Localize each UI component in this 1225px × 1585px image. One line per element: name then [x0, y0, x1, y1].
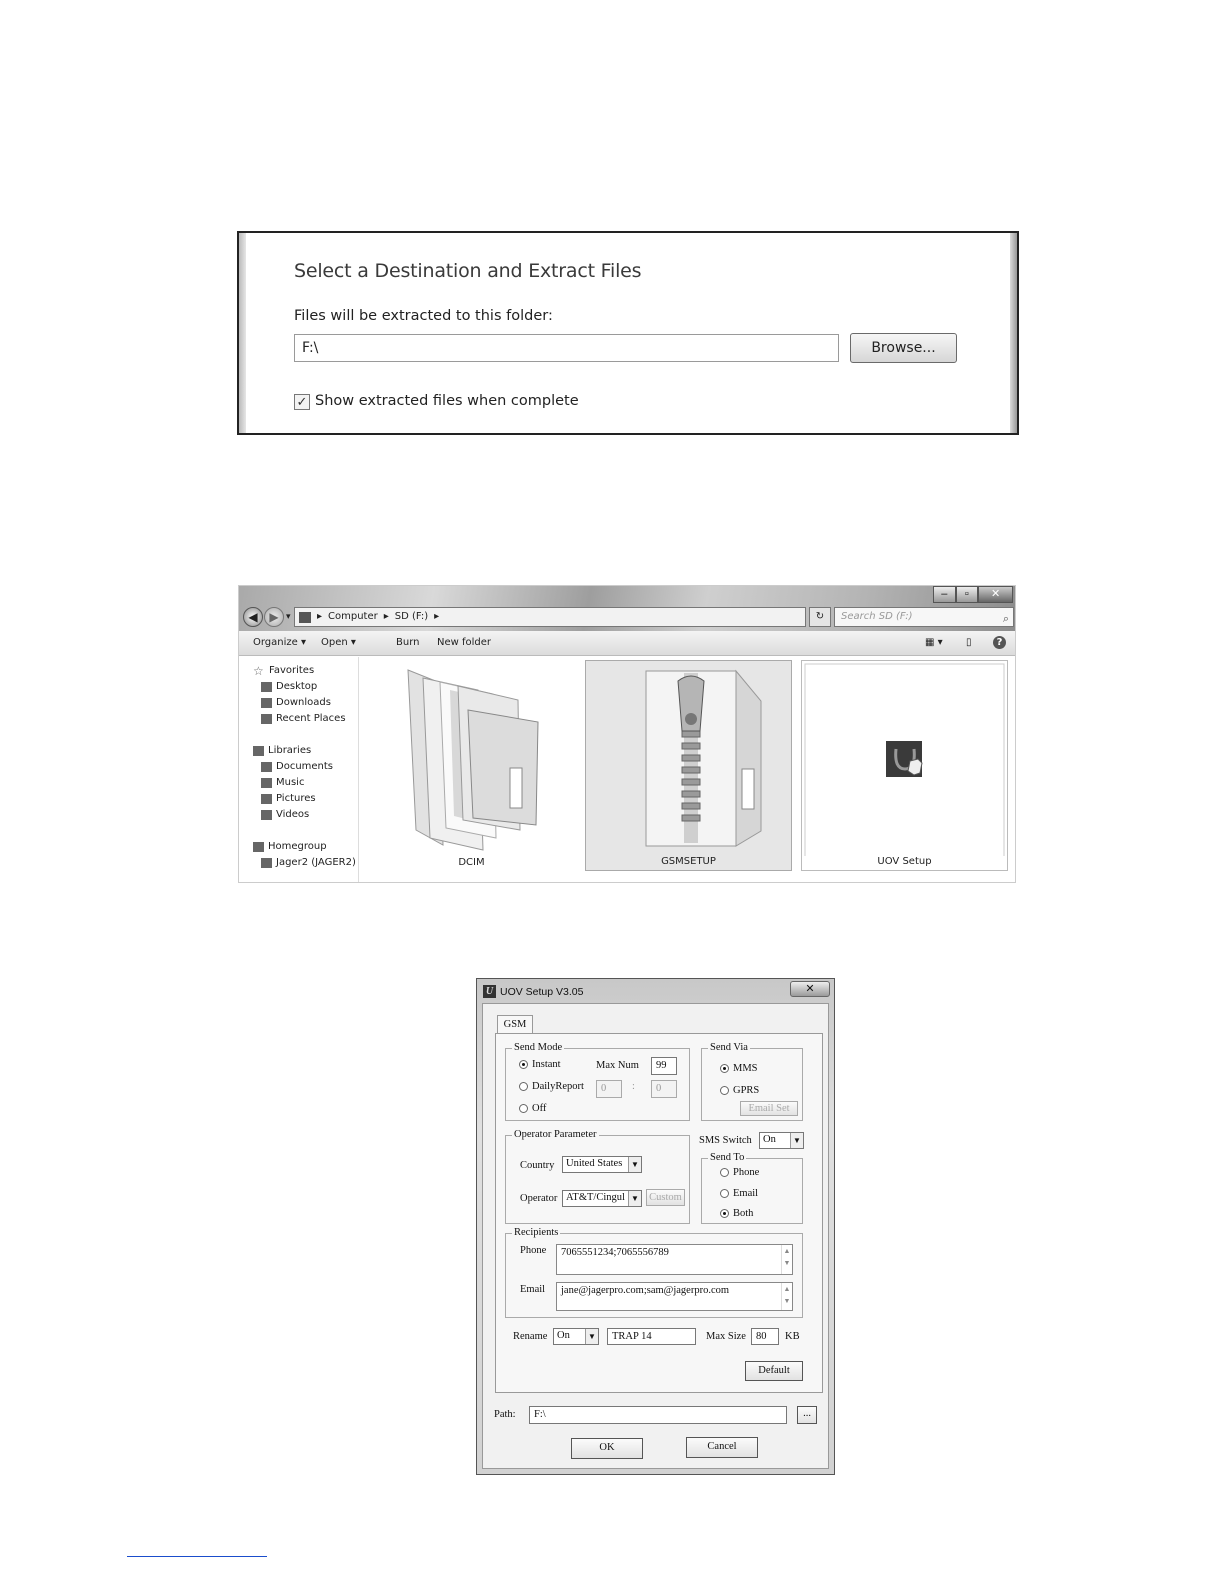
extract-title: Select a Destination and Extract Files [294, 260, 642, 282]
radio-email[interactable]: Email [720, 1188, 758, 1199]
send-via-group [701, 1042, 803, 1121]
explorer-titlebar [239, 586, 1015, 631]
phone-label: Phone [520, 1245, 547, 1256]
sidebar-item-jager2[interactable]: Jager2 (JAGER2) [261, 857, 356, 868]
sidebar-libraries[interactable]: Libraries [253, 745, 311, 756]
email-set-button[interactable]: Email Set [740, 1101, 798, 1116]
extract-dialog [237, 231, 1019, 435]
radio-gprs[interactable]: GPRS [720, 1085, 759, 1096]
scrollbar[interactable]: ▲ ▼ [781, 1283, 792, 1310]
pictures-icon [261, 794, 272, 804]
user-icon [261, 858, 272, 868]
minimize-button[interactable]: – [933, 586, 956, 603]
phone-recipients-input[interactable]: 7065551234;7065556789 ▲ ▼ [556, 1244, 793, 1275]
breadcrumb-sep: ▸ [434, 611, 440, 622]
radio-mms[interactable]: MMS [720, 1063, 758, 1074]
dialog-left-edge [239, 233, 246, 433]
chevron-down-icon: ▼ [790, 1133, 803, 1148]
new-folder-button[interactable]: New folder [437, 637, 492, 648]
open-button[interactable]: Open ▾ [321, 637, 356, 648]
libraries-icon [253, 746, 264, 756]
max-size-input[interactable]: 80 [751, 1328, 779, 1345]
window-controls [933, 586, 1013, 604]
zip-folder-icon [586, 661, 793, 856]
view-options-button[interactable]: ▦ ▾ [925, 637, 943, 648]
recipients-label: Recipients [514, 1227, 559, 1238]
ok-button[interactable]: OK [571, 1438, 643, 1459]
search-placeholder: Search SD (F:) [841, 611, 913, 622]
send-mode-group [505, 1042, 690, 1121]
operator-parameter-label: Operator Parameter [514, 1129, 597, 1140]
chevron-down-icon: ▼ [628, 1191, 641, 1206]
address-bar[interactable] [294, 607, 806, 627]
navigation-pane [239, 657, 359, 882]
default-button[interactable]: Default [745, 1361, 803, 1381]
sidebar-item-videos[interactable]: Videos [261, 809, 309, 820]
chevron-down-icon: ▼ [628, 1157, 641, 1172]
folder-icon [368, 660, 575, 855]
max-size-unit: KB [785, 1331, 800, 1342]
email-label: Email [520, 1284, 546, 1295]
rename-select[interactable]: On ▼ [553, 1328, 599, 1345]
music-icon [261, 778, 272, 788]
sidebar-item-music[interactable]: Music [261, 777, 304, 788]
breadcrumb-computer[interactable]: Computer [328, 611, 378, 622]
max-num-input[interactable]: 99 [651, 1057, 677, 1075]
star-icon: ☆ [253, 663, 264, 678]
preview-pane-button[interactable]: ▯ [966, 637, 972, 648]
operator-parameter-group [505, 1129, 690, 1224]
sidebar-item-documents[interactable]: Documents [261, 761, 333, 772]
extract-folder-label: Files will be extracted to this folder: [294, 308, 553, 324]
send-via-label: Send Via [710, 1042, 748, 1053]
desktop-icon [261, 682, 272, 692]
sidebar-favorites[interactable]: ☆ Favorites [253, 663, 315, 678]
send-mode-label: Send Mode [514, 1042, 563, 1053]
file-name: GSMSETUP [661, 856, 716, 867]
file-name: UOV Setup [877, 856, 932, 867]
rename-name-input[interactable]: TRAP 14 [607, 1328, 696, 1345]
file-item-uov-setup[interactable] [801, 660, 1008, 871]
breadcrumb-sep: ▸ [383, 611, 389, 622]
show-files-checkbox[interactable]: ✓ [294, 394, 310, 410]
sidebar-item-downloads[interactable]: Downloads [261, 697, 331, 708]
gsm-panel [495, 1033, 823, 1393]
forward-button[interactable]: ▶ [264, 607, 284, 627]
file-list [360, 657, 1015, 882]
tab-gsm[interactable]: GSM [497, 1015, 533, 1034]
country-label: Country [520, 1160, 555, 1171]
uov-logo-icon: U [483, 985, 496, 998]
time-separator: : [632, 1081, 635, 1092]
radio-daily-report[interactable]: DailyReport [519, 1081, 584, 1092]
explorer-window [238, 585, 1016, 883]
file-name: DCIM [458, 857, 485, 868]
videos-icon [261, 810, 272, 820]
explorer-toolbar [239, 631, 1015, 656]
sidebar-homegroup[interactable]: Homegroup [253, 841, 327, 852]
maximize-button[interactable]: ▫ [956, 586, 979, 603]
send-to-label: Send To [710, 1152, 745, 1163]
recent-pages-dropdown[interactable]: ▾ [286, 611, 291, 621]
path-input[interactable]: F:\ [529, 1406, 787, 1424]
show-files-label[interactable]: Show extracted files when complete [315, 393, 579, 409]
search-input[interactable] [834, 607, 1014, 627]
path-label: Path: [494, 1409, 516, 1420]
sms-switch-select[interactable]: On ▼ [759, 1132, 804, 1149]
cancel-button[interactable]: Cancel [686, 1437, 758, 1458]
send-to-group [701, 1152, 803, 1224]
recent-places-icon [261, 714, 272, 724]
browse-button[interactable]: Browse... [850, 333, 957, 363]
close-button[interactable]: ✕ [978, 586, 1013, 603]
radio-phone[interactable]: Phone [720, 1167, 759, 1178]
email-recipients-input[interactable]: jane@jagerpro.com;sam@jagerpro.com ▲ ▼ [556, 1282, 793, 1311]
breadcrumb-sd[interactable]: SD (F:) [394, 611, 429, 622]
radio-off[interactable]: Off [519, 1103, 546, 1114]
file-item-gsmsetup[interactable] [585, 660, 792, 871]
homegroup-icon [253, 842, 264, 852]
uov-app-icon [802, 661, 1009, 856]
path-browse-button[interactable]: ... [797, 1406, 817, 1424]
refresh-button[interactable]: ↻ [809, 607, 831, 627]
sidebar-item-pictures[interactable]: Pictures [261, 793, 316, 804]
dialog-body [482, 1003, 829, 1469]
max-size-label: Max Size [706, 1331, 746, 1342]
radio-instant[interactable]: Instant [519, 1059, 561, 1070]
sms-switch-label: SMS Switch [699, 1135, 752, 1146]
uov-setup-dialog [476, 978, 835, 1475]
operator-select[interactable]: AT&T/Cingul ▼ [562, 1190, 642, 1207]
country-select[interactable]: United States ▼ [562, 1156, 642, 1173]
extract-path-input[interactable]: F:\ [294, 334, 839, 362]
daily-minute-input[interactable]: 0 [651, 1080, 677, 1098]
max-num-label: Max Num [596, 1060, 639, 1071]
documents-icon [261, 762, 272, 772]
scrollbar[interactable]: ▲ ▼ [781, 1245, 792, 1274]
operator-label: Operator [520, 1193, 558, 1204]
search-icon[interactable]: ⌕ [1002, 612, 1009, 625]
recipients-group [505, 1227, 803, 1318]
custom-button[interactable]: Custom [646, 1189, 685, 1206]
help-icon[interactable]: ? [993, 636, 1006, 649]
downloads-icon [261, 698, 272, 708]
radio-both[interactable]: Both [720, 1208, 753, 1219]
drive-icon [299, 612, 311, 623]
dialog-right-edge [1010, 233, 1017, 433]
file-item-dcim[interactable] [368, 660, 575, 871]
organize-button[interactable]: Organize ▾ [253, 637, 306, 648]
dialog-title: UOV Setup V3.05 [500, 986, 584, 998]
close-button[interactable]: ✕ [790, 981, 830, 997]
rename-label: Rename [513, 1331, 548, 1342]
sidebar-item-recent-places[interactable]: Recent Places [261, 713, 346, 724]
daily-hour-input[interactable]: 0 [596, 1080, 622, 1098]
chevron-down-icon: ▼ [585, 1329, 598, 1344]
burn-button[interactable]: Burn [396, 637, 420, 648]
footnote-separator [127, 1556, 267, 1557]
sidebar-item-desktop[interactable]: Desktop [261, 681, 317, 692]
back-button[interactable]: ◀ [243, 607, 263, 627]
breadcrumb-sep: ▸ [317, 611, 323, 622]
